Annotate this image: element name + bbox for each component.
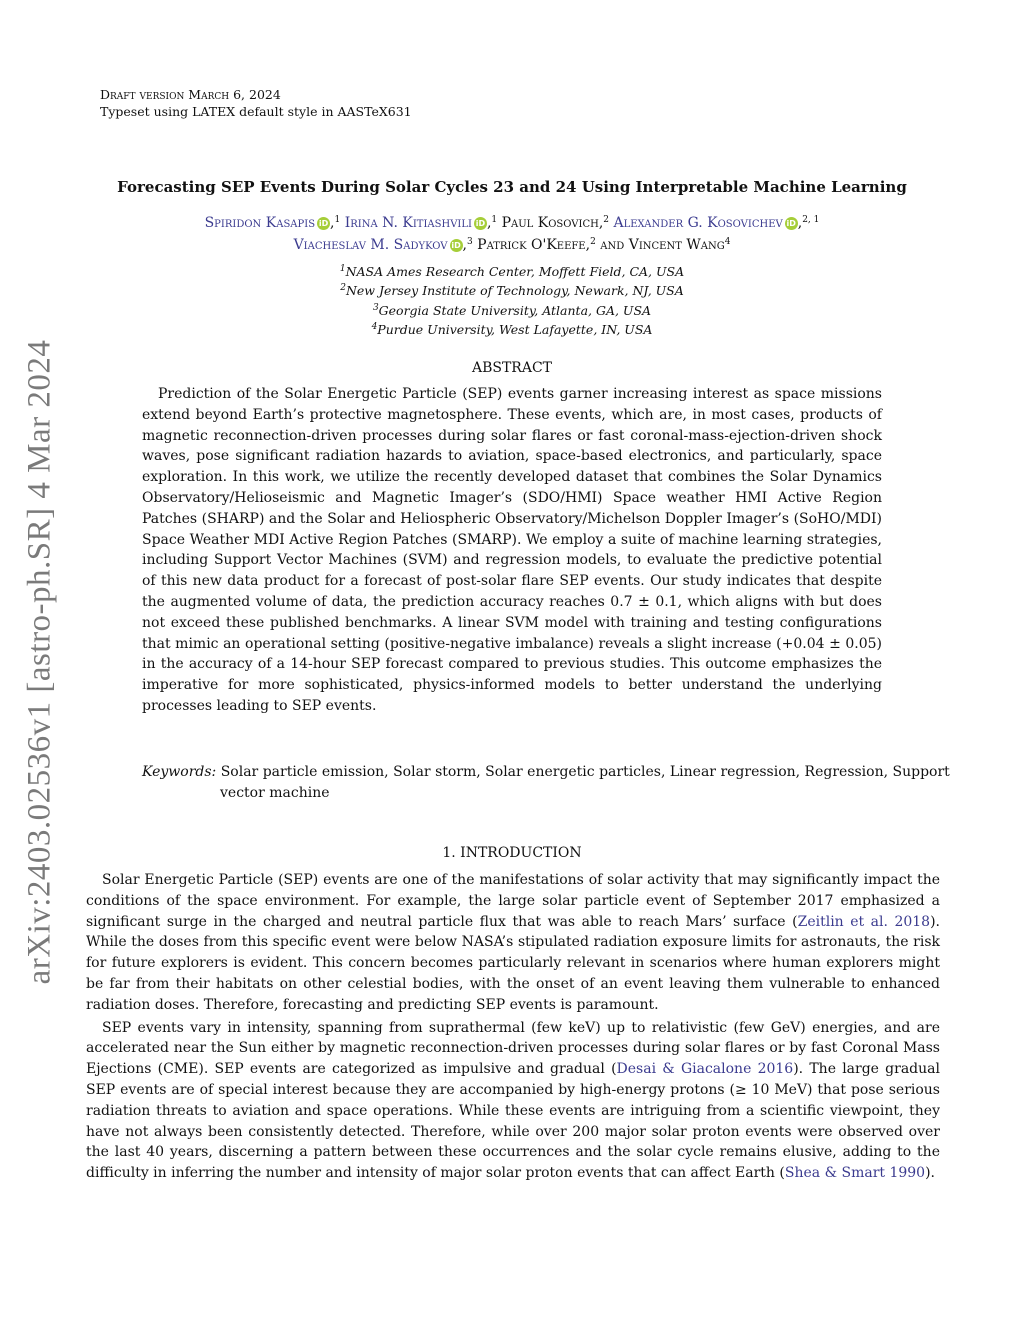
author-name: Vincent Wang [628, 237, 725, 253]
author-affil-sup: 1 [334, 215, 341, 225]
author[interactable]: Alexander G. Kosovichev iD ,$^{2, 1}$ [613, 215, 820, 231]
affiliation: $^2$New Jersey Institute of Technology, Newark, NJ, USA [340, 283, 684, 299]
author[interactable]: Spiridon Kasapis iD ,$^1$ [204, 215, 341, 231]
author-affil-sup: 2 [590, 237, 596, 247]
keywords-label: Keywords: [142, 764, 217, 780]
author-name: Patrick O'Keefe [477, 237, 586, 253]
author[interactable]: Viacheslav M. Sadykov iD ,$^3$ [293, 237, 473, 253]
paper-title: Forecasting SEP Events During Solar Cycles 23 and 24 Using Interpretable Machine Learning [117, 178, 907, 196]
arxiv-stamp: arXiv:2403.02536v1 [astro-ph.SR] 4 Mar 2024 [21, 339, 58, 985]
header-meta [100, 86, 412, 120]
citation-link[interactable]: Zeitlin et al. 2018 [797, 913, 931, 930]
typeset-note: Typeset using LATEX default style in AASTeX631 [100, 104, 412, 119]
author-name[interactable]: Viacheslav M. Sadykov [293, 237, 448, 253]
author: Patrick O'Keefe,$^2$ [477, 237, 596, 253]
author-name[interactable]: Irina N. Kitiashvili [344, 215, 472, 231]
orcid-icon[interactable]: iD [318, 219, 329, 228]
author-affil-sup: 3 [466, 237, 473, 247]
section-body [86, 870, 940, 1186]
affiliation: $^4$Purdue University, West Lafayette, IN, USA [371, 321, 653, 337]
author[interactable]: Irina N. Kitiashvili iD ,$^1$ [344, 215, 498, 231]
citation-link[interactable]: Desai & Giacalone 2016 [616, 1061, 794, 1078]
paragraph: SEP events vary in intensity, spanning from suprathermal (few keV) up to relativistic (few GeV) energies, and are accelerated near the Sun either by magnetic reconnection-driven processes during solar flares or by fast Coronal Mass Ejections (CME). SEP events are categorized as impulsive and gradual (Desai & Giacalone 2016). The large gradual SEP events are of special interest because they are accompanied by high-energy protons (≥ 10 MeV) that pose serious radiation threats to aviation and space operations. While these events are intriguing from a scientific viewpoint, they have not always been consistently detected. Therefore, while over 200 major solar proton events were observed over the last 40 years, discerning a pattern between these occurrences and the solar cycle remains elusive, adding to the difficulty in inferring the number and intensity of major solar proton events that can affect Earth (Shea & Smart 1990). [86, 1019, 940, 1182]
author-affil-sup: 4 [724, 237, 731, 247]
paragraph: Solar Energetic Particle (SEP) events are one of the manifestations of solar activity that may significantly impact the conditions of the space environment. For example, the large solar particle event of September 2017 emphasized a significant surge in the charged and neutral particle flux that was able to reach Mars’ surface (Zeitlin et al. 2018). While the doses from this specific event were below NASA’s stipulated radiation exposure limits for astronauts, the risk for future explorers is evident. This concern becomes particularly relevant in scenarios where human explorers might be far from their habitats on other celestial bodies, with the onset of an event leaving them vulnerable to enhanced radiation doses. Therefore, forecasting and predicting SEP events is paramount. [86, 872, 940, 1013]
author-name[interactable]: Alexander G. Kosovichev [613, 215, 783, 231]
affiliations [0, 262, 1024, 339]
author-affil-sup: 2, 1 [802, 215, 820, 225]
author-name: Paul Kosovich [501, 215, 599, 231]
draft-version: Draft version March 6, 2024 [100, 87, 281, 102]
abstract-heading: ABSTRACT [471, 360, 553, 376]
author-list [0, 212, 1024, 256]
keywords [142, 762, 960, 803]
orcid-icon[interactable]: iD [451, 241, 461, 250]
citation-link[interactable]: Shea & Smart 1990 [784, 1165, 926, 1182]
keywords-text: Solar particle emission, Solar storm, Solar energetic particles, Linear regression, Regression, Support vector machine [220, 764, 950, 801]
orcid-icon[interactable]: iD [786, 219, 796, 228]
author [629, 237, 731, 253]
author-conjunction: and [600, 237, 625, 253]
affiliation: $^1$NASA Ames Research Center, Moffett Field, CA, USA [339, 264, 685, 279]
orcid-icon[interactable]: iD [475, 219, 486, 228]
author-affil-sup: 1 [491, 215, 498, 225]
section-heading: 1. INTRODUCTION [442, 845, 582, 861]
author: Paul Kosovich,$^2$ [501, 215, 610, 231]
affiliation: $^3$Georgia State University, Atlanta, GA, USA [372, 302, 652, 318]
abstract-text: Prediction of the Solar Energetic Particle (SEP) events garner increasing interest as space missions extend beyond Earth’s protective magnetosphere. These events, which are, in most cases, products of magnetic reconnection-driven processes during solar flares or fast coronal-mass-ejection-driven shock waves, pose significant radiation hazards to aviation, space-based electronics, and particularly, space exploration. In this work, we utilize the recently developed dataset that combines the Solar Dynamics Observatory/Helioseismic and Magnetic Imager’s (SDO/HMI) Space weather HMI Active Region Patches (SHARP) and the Solar and Heliospheric Observatory/Michelson Doppler Imager’s (SoHO/MDI) Space Weather MDI Active Region Patches (SMARP). We employ a suite of machine learning strategies, including Support Vector Machines (SVM) and regression models, to evaluate the predictive potential of this new data product for a forecast of post-solar flare SEP events. Our study indicates that despite the augmented volume of data, the prediction accuracy reaches 0.7 ± 0.1, which aligns with but does not exceed these published benchmarks. A linear SVM model with training and testing configurations that mimic an operational setting (positive-negative imbalance) reveals a slight increase (+0.04 ± 0.05) in the accuracy of a 14-hour SEP forecast compared to previous studies. This outcome emphasizes the imperative for more sophisticated, physics-informed models to better understand the underlying processes leading to SEP events. [142, 386, 882, 714]
author-affil-sup: 2 [603, 215, 610, 225]
author-name[interactable]: Spiridon Kasapis [204, 215, 316, 231]
